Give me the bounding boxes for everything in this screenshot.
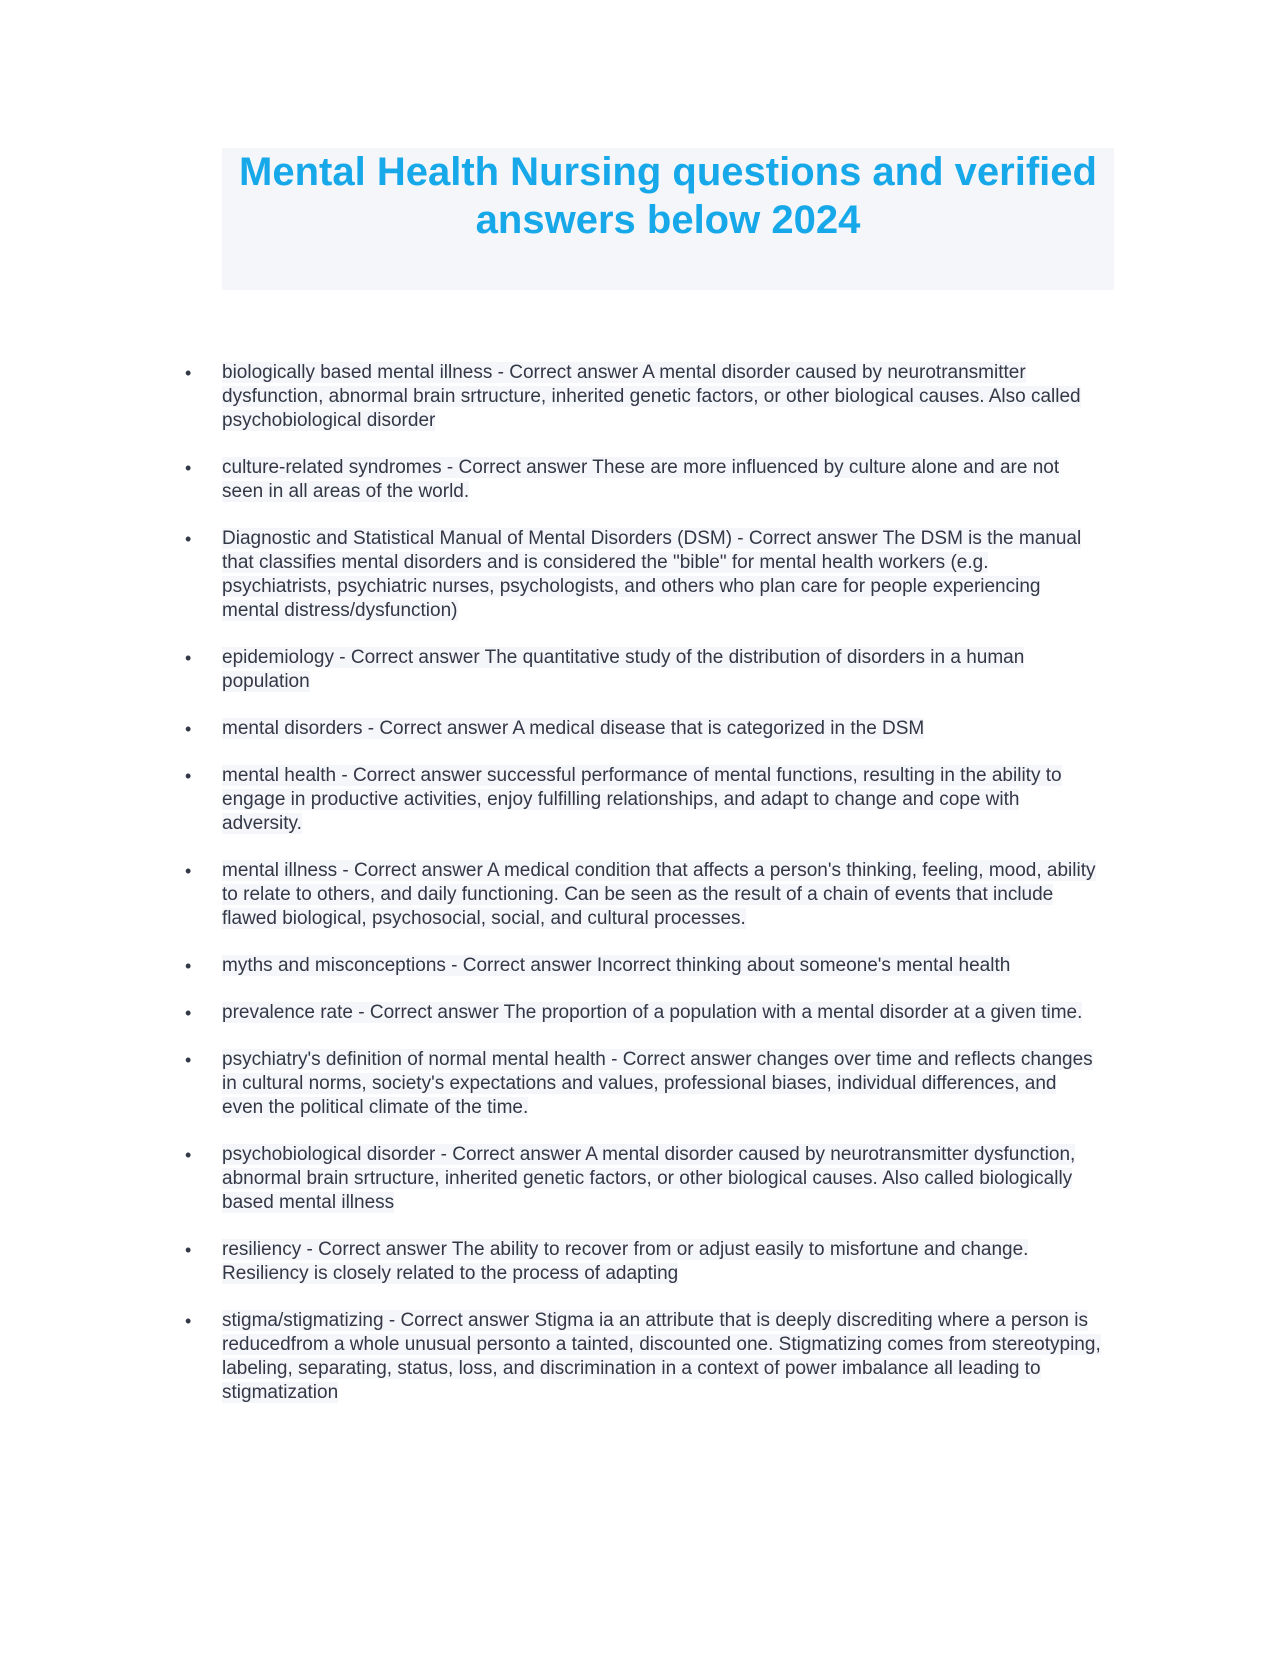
- bullet-icon: •: [185, 1003, 192, 1023]
- bullet-icon: •: [185, 648, 192, 668]
- list-item: [0, 954, 1102, 978]
- page-title: Mental Health Nursing questions and verified answers below 2024: [239, 150, 1097, 242]
- bullet-icon: •: [185, 956, 192, 976]
- list-item: [0, 361, 1102, 433]
- list-item: [0, 764, 1102, 836]
- list-item: [0, 527, 1102, 623]
- list-item: [0, 1309, 1102, 1405]
- bullet-icon: •: [185, 1311, 192, 1331]
- qa-text: culture-related syndromes - Correct answer These are more influenced by culture alone and are not seen in all areas of the world.: [222, 457, 1060, 502]
- qa-text: psychiatry's definition of normal mental health - Correct answer changes over time and reflects changes in cultural norms, society's expectations and values, professional biases, individual differences, and even the political climate of the time.: [222, 1049, 1093, 1118]
- qa-text: epidemiology - Correct answer The quantitative study of the distribution of disorders in a human population: [222, 647, 1025, 692]
- list-item: [0, 717, 1102, 741]
- bullet-icon: •: [185, 861, 192, 881]
- bullet-icon: •: [185, 1145, 192, 1165]
- qa-text: prevalence rate - Correct answer The proportion of a population with a mental disorder at a given time.: [222, 1002, 1083, 1023]
- qa-text: Diagnostic and Statistical Manual of Mental Disorders (DSM) - Correct answer The DSM is the manual that classifies mental disorders and is considered the "bible" for mental health workers (e.g. psychiatrists, psychiatric nurses, psychologists, and others who plan care for people experiencing mental distress/dysfunction): [222, 528, 1082, 621]
- qa-text: biologically based mental illness - Correct answer A mental disorder caused by neurotransmitter dysfunction, abnormal brain srtructure, inherited genetic factors, or other biological causes. Also called psychobiological disorder: [222, 362, 1081, 431]
- list-item: [0, 859, 1102, 931]
- bullet-icon: •: [185, 719, 192, 739]
- list-item: [0, 1238, 1102, 1286]
- qa-text: mental disorders - Correct answer A medical disease that is categorized in the DSM: [222, 718, 925, 739]
- list-item: [0, 1001, 1102, 1025]
- qa-text: myths and misconceptions - Correct answer Incorrect thinking about someone's mental health: [222, 955, 1011, 976]
- qa-text: mental health - Correct answer successful performance of mental functions, resulting in the ability to engage in productive activities, enjoy fulfilling relationships, and adapt to change and cope with adversity.: [222, 765, 1062, 834]
- bullet-icon: •: [185, 363, 192, 383]
- qa-list: [0, 361, 1280, 1428]
- qa-text: psychobiological disorder - Correct answer A mental disorder caused by neurotransmitter dysfunction, abnormal brain srtructure, inherited genetic factors, or other biological causes. Also called biologically based mental illness: [222, 1144, 1076, 1213]
- list-item: [0, 646, 1102, 694]
- list-item: [0, 1143, 1102, 1215]
- qa-text: mental illness - Correct answer A medical condition that affects a person's thinking, feeling, mood, ability to relate to others, and daily functioning. Can be seen as the result of a chain of events that include flawed biological, psychosocial, social, and cultural processes.: [222, 860, 1096, 929]
- qa-text: resiliency - Correct answer The ability to recover from or adjust easily to misfortune and change. Resiliency is closely related to the process of adapting: [222, 1239, 1029, 1284]
- bullet-icon: •: [185, 1240, 192, 1260]
- bullet-icon: •: [185, 458, 192, 478]
- bullet-icon: •: [185, 529, 192, 549]
- title-box: [222, 148, 1114, 290]
- qa-text: stigma/stigmatizing - Correct answer Stigma ia an attribute that is deeply discrediting where a person is reducedfrom a whole unusual personto a tainted, discounted one. Stigmatizing comes from stereotyping, labeling, separating, status, loss, and discrimination in a context of power imbalance all leading to stigmatization: [222, 1310, 1101, 1403]
- bullet-icon: •: [185, 766, 192, 786]
- bullet-icon: •: [185, 1050, 192, 1070]
- list-item: [0, 456, 1102, 504]
- list-item: [0, 1048, 1102, 1120]
